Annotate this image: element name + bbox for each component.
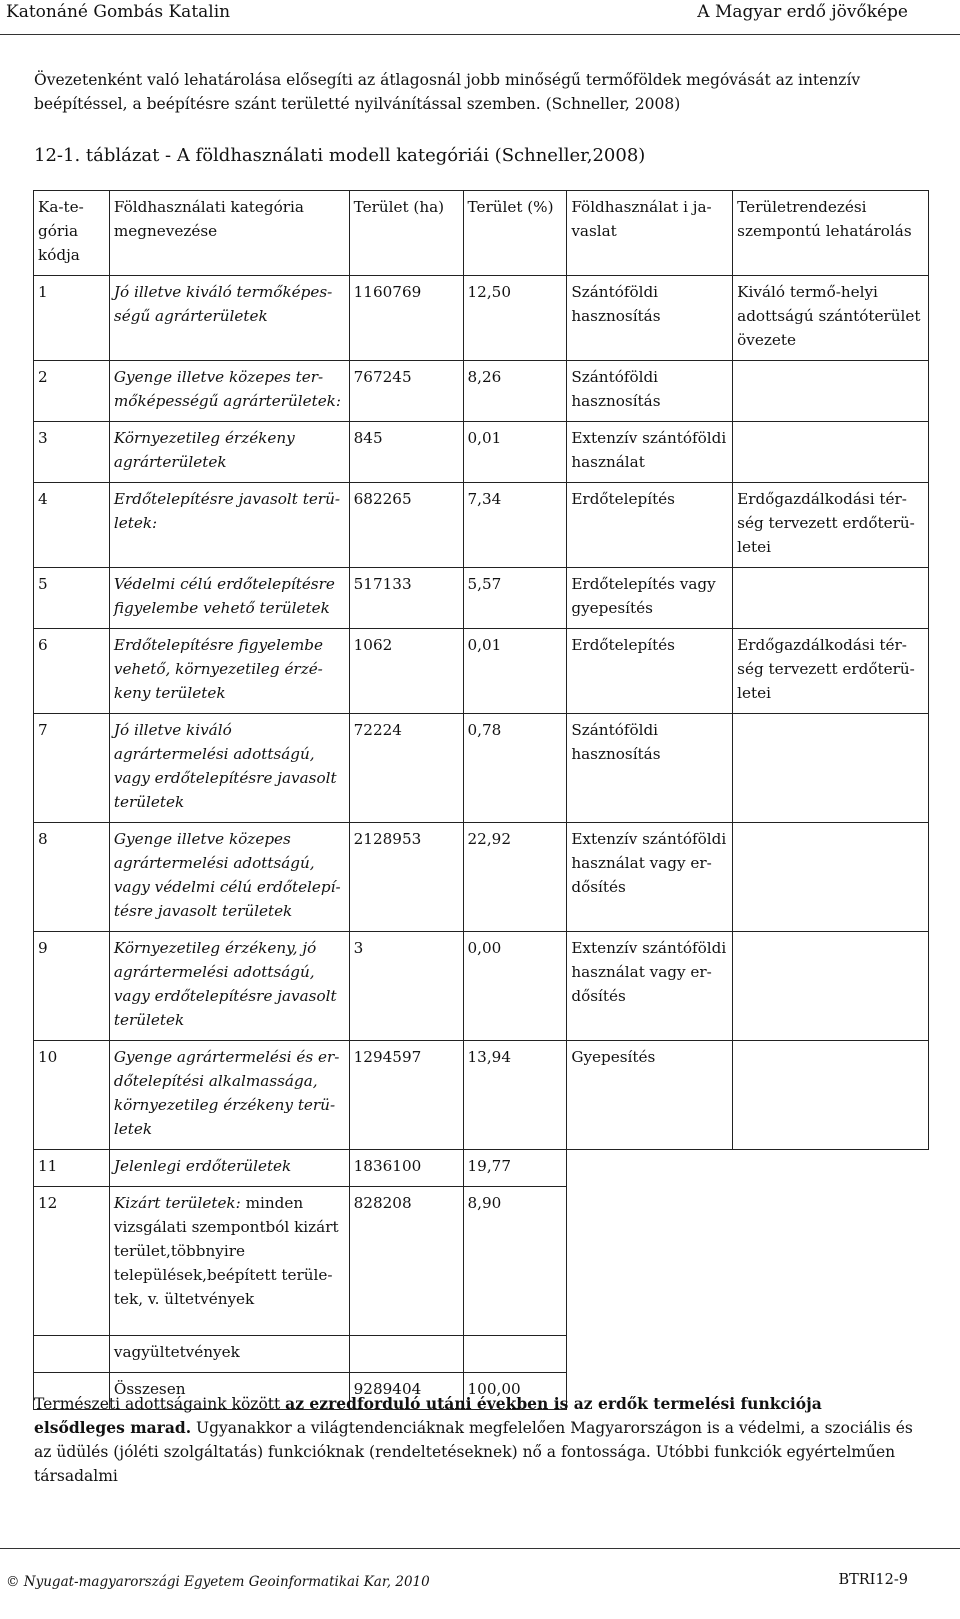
category-code-cell: 3 [34, 422, 110, 483]
table-header-cell: Területrendezési szempontú lehatárolás [733, 191, 929, 276]
area-ha-cell: 682265 [349, 483, 463, 568]
table-header-cell: Földhasználati kategória megnevezése [109, 191, 349, 276]
land-use-cell: Extenzív szántóföldi használat vagy er-dősítés [567, 932, 733, 1041]
land-use-cell: Erdőtelepítés [567, 483, 733, 568]
land-use-cell: Erdőtelepítés [567, 629, 733, 714]
land-use-cell: Extenzív szántóföldi használat [567, 422, 733, 483]
category-name-cell: Környezetileg érzékeny agrárterületek [109, 422, 349, 483]
land-use-cell: Szántóföldi hasznosítás [567, 714, 733, 823]
category-name-cell: Gyenge agrártermelési és er-dőtelepítési alkalmassága, környezetileg érzékeny terü-letek [109, 1041, 349, 1150]
table-header-cell: Ka-te-gória kódja [34, 191, 110, 276]
footer-institution [6, 1574, 430, 1590]
category-code-cell: 11 [34, 1150, 110, 1187]
area-pct-cell: 19,77 [463, 1150, 567, 1187]
table-row [34, 629, 929, 714]
area-pct-cell: 7,34 [463, 483, 567, 568]
table-row [34, 823, 929, 932]
table-row [34, 1187, 929, 1336]
category-code-cell: 7 [34, 714, 110, 823]
land-use-cell: Szántóföldi hasznosítás [567, 276, 733, 361]
category-name-cell: Gyenge illetve közepes agrártermelési adottságú, vagy védelmi célú erdőtelepí-tésre javasolt területek [109, 823, 349, 932]
category-name-cell: Jó illetve kiváló agrártermelési adottságú, vagy erdőtelepítésre javasolt területek [109, 714, 349, 823]
empty-cell [34, 1336, 110, 1373]
outro-text-1: Természeti adottságaink között [34, 1395, 286, 1413]
land-use-cell: Erdőtelepítés vagy gyepesítés [567, 568, 733, 629]
footer-page-number: BTRI12-9 [838, 1572, 908, 1588]
area-ha-cell: 1836100 [349, 1150, 463, 1187]
zoning-cell [733, 932, 929, 1041]
total-ha-cell: 9289404 [349, 1373, 463, 1410]
table-body [34, 191, 929, 1410]
category-code-cell: 9 [34, 932, 110, 1041]
table-row [34, 422, 929, 483]
spacer [114, 1311, 345, 1327]
category-code-cell: 2 [34, 361, 110, 422]
zoning-cell [733, 823, 929, 932]
area-ha-cell: 2128953 [349, 823, 463, 932]
table-row [34, 1041, 929, 1150]
area-pct-cell: 22,92 [463, 823, 567, 932]
area-pct-cell: 0,01 [463, 629, 567, 714]
zoning-cell [733, 714, 929, 823]
category-code-cell: 10 [34, 1041, 110, 1150]
zoning-cell: Erdőgazdálkodási tér-ség tervezett erdőterü-letei [733, 629, 929, 714]
area-pct-cell: 8,90 [463, 1187, 567, 1336]
category-name-italic: Kizárt területek: [113, 1194, 241, 1212]
category-code-cell: 8 [34, 823, 110, 932]
category-name-cell: Erdőtelepítésre javasolt terü-letek: [109, 483, 349, 568]
category-name-cell: Környezetileg érzékeny, jó agrártermelési adottságú, vagy erdőtelepítésre javasolt területek [109, 932, 349, 1041]
outro-bold-text: az ezredforduló utáni években is az erdők termelési funkciója elsődleges marad. [34, 1394, 822, 1437]
zoning-cell [733, 568, 929, 629]
category-name-cell: Jelenlegi erdőterületek [109, 1150, 349, 1187]
category-name-cell: Erdőtelepítésre figyelembe vehető, környezetileg érzé-keny területek [109, 629, 349, 714]
extra-text-cell: vagyültetvények [109, 1336, 349, 1373]
header-title: A Magyar erdő jövőképe [697, 2, 908, 22]
category-code-cell: 5 [34, 568, 110, 629]
intro-paragraph: Övezetenként való lehatárolása elősegíti az átlagosnál jobb minőségű termőföldek megóvását az intenzív beépítéssel, a beépítésre szánt területté nyilvánítással szemben. (Schneller, 2008) [34, 71, 861, 113]
category-name-cell: Gyenge illetve közepes ter-mőképességű agrárterületek: [109, 361, 349, 422]
category-code-cell: 6 [34, 629, 110, 714]
category-name-cell [109, 1187, 349, 1336]
footer-rule [0, 1548, 960, 1549]
area-ha-cell: 767245 [349, 361, 463, 422]
category-code-cell: 1 [34, 276, 110, 361]
table-header-row [34, 191, 929, 276]
area-pct-cell: 0,01 [463, 422, 567, 483]
total-pct-cell: 100,00 [463, 1373, 567, 1410]
category-name-rest: minden vizsgálati szempontból kizárt terület,többnyire települések,beépített terüle-tek, v. ültetvények [113, 1194, 339, 1308]
category-code-cell: 12 [34, 1187, 110, 1336]
copyright-icon: © [6, 1574, 20, 1590]
empty-cell [349, 1336, 463, 1373]
land-use-cell: Extenzív szántóföldi használat vagy er-dősítés [567, 823, 733, 932]
table-header-cell: Terület (%) [463, 191, 567, 276]
land-use-cell: Gyepesítés [567, 1041, 733, 1150]
area-ha-cell: 828208 [349, 1187, 463, 1336]
area-pct-cell: 0,00 [463, 932, 567, 1041]
outro-text-2: Ugyanakkor a világtendenciáknak megfelelően Magyarországon is a védelmi, a szociális és az üdülés (jóléti szolgáltatás) funkcióknak (rendeltetéseknek) nő a fontossága. Utóbbi funkciók egyértelműen társadalmi [34, 1419, 913, 1485]
table-row-extra [34, 1336, 929, 1373]
header-author: Katonáné Gombás Katalin [6, 2, 231, 22]
area-ha-cell: 72224 [349, 714, 463, 823]
table-row [34, 483, 929, 568]
table-row [34, 568, 929, 629]
area-pct-cell: 12,50 [463, 276, 567, 361]
total-label-cell: Összesen [109, 1373, 349, 1410]
table-header-cell: Földhasználat i ja-vaslat [567, 191, 733, 276]
table-row [34, 276, 929, 361]
area-ha-cell: 845 [349, 422, 463, 483]
area-ha-cell: 517133 [349, 568, 463, 629]
category-name-cell: Jó illetve kiváló termőképes-ségű agrárterületek [109, 276, 349, 361]
zoning-cell [733, 1041, 929, 1150]
land-use-cell: Szántóföldi hasznosítás [567, 361, 733, 422]
table-caption: 12-1. táblázat - A földhasználati modell kategóriái (Schneller,2008) [34, 145, 646, 166]
area-ha-cell: 1160769 [349, 276, 463, 361]
empty-cell [463, 1336, 567, 1373]
area-pct-cell: 0,78 [463, 714, 567, 823]
area-pct-cell: 5,57 [463, 568, 567, 629]
zoning-cell [733, 422, 929, 483]
zoning-cell: Erdőgazdálkodási tér-ség tervezett erdőterü-letei [733, 483, 929, 568]
table-header-cell: Terület (ha) [349, 191, 463, 276]
table-row [34, 1150, 929, 1187]
zoning-cell [733, 361, 929, 422]
table-row [34, 714, 929, 823]
area-ha-cell: 3 [349, 932, 463, 1041]
category-name-cell: Védelmi célú erdőtelepítésre figyelembe vehető területek [109, 568, 349, 629]
category-code-cell: 4 [34, 483, 110, 568]
zoning-cell: Kiváló termő-helyi adottságú szántóterület övezete [733, 276, 929, 361]
table-row [34, 361, 929, 422]
land-use-table [33, 190, 929, 1410]
table-row [34, 932, 929, 1041]
outro-paragraph [34, 1392, 914, 1488]
area-ha-cell: 1294597 [349, 1041, 463, 1150]
page-header [0, 0, 960, 35]
area-ha-cell: 1062 [349, 629, 463, 714]
footer-institution-text: Nyugat-magyarországi Egyetem Geoinformatikai Kar, 2010 [23, 1574, 430, 1590]
area-pct-cell: 13,94 [463, 1041, 567, 1150]
area-pct-cell: 8,26 [463, 361, 567, 422]
